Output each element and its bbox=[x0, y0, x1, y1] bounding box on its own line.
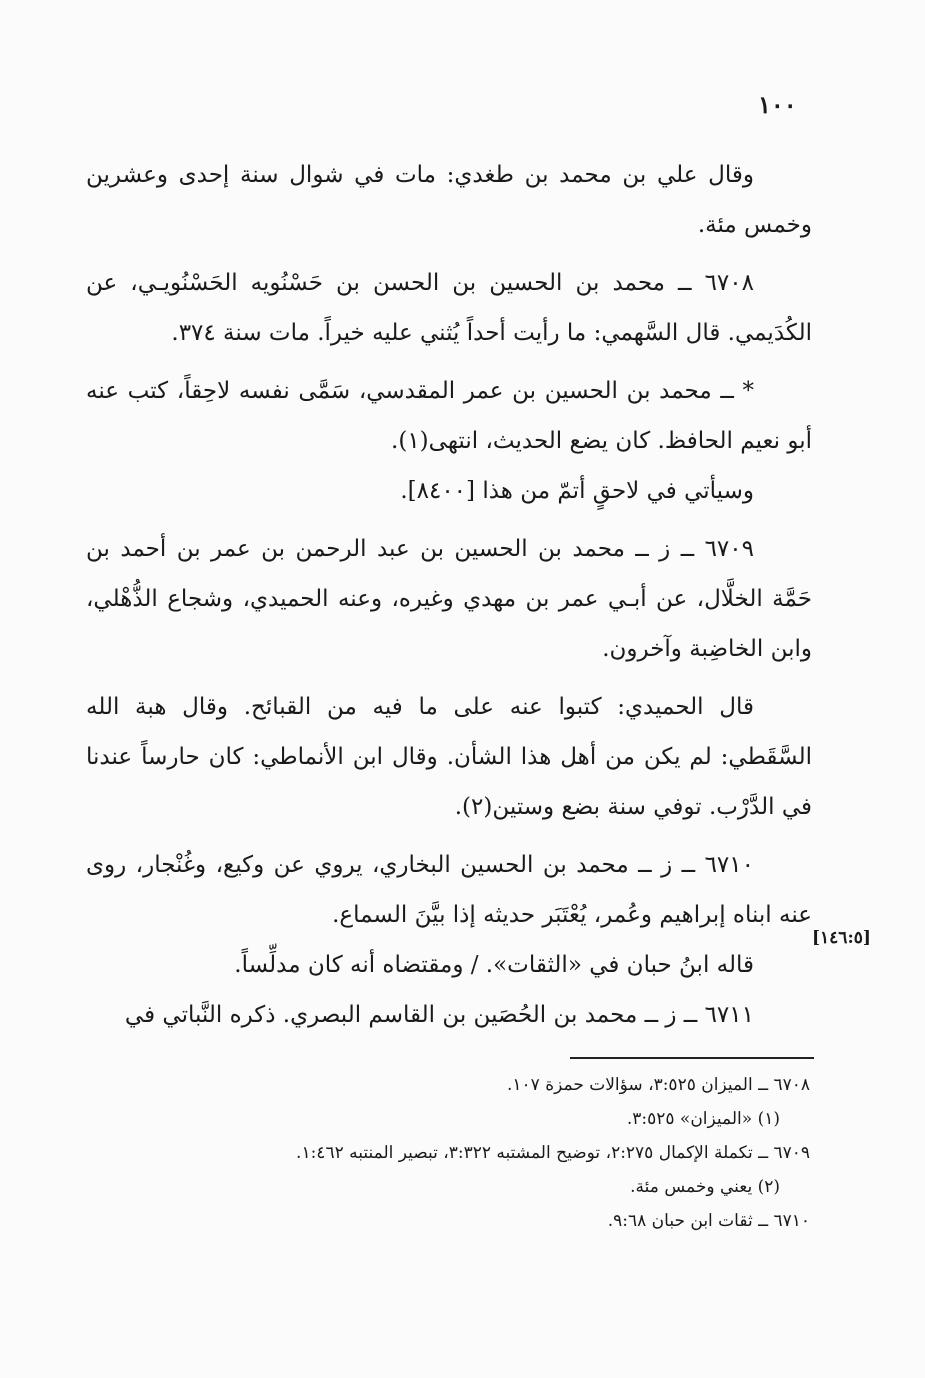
entry-maqdisi: * ــ محمد بن الحسين بن عمر المقدسي، سَمَّى نفسه لاحِقاً، كتب عنه أبو نعيم الحافظ. كان يضع الحديث، انتهى(١). bbox=[86, 378, 812, 454]
main-text bbox=[86, 150, 812, 1040]
page-number: ١٠٠ bbox=[758, 90, 797, 119]
footnote-1: (١) «الميزان» ٣:٥٢٥. bbox=[626, 1109, 780, 1129]
entry-6711: ٦٧١١ ــ ز ــ محمد بن الحُصَين بن القاسم البصري. ذكره النَّباتي في bbox=[124, 1002, 754, 1028]
paragraph-ibn-hibban: قاله ابنُ حبان في «الثقات». / ومقتضاه أنه كان مدلِّساً. bbox=[234, 952, 754, 978]
entry-6709: ٦٧٠٩ ــ ز ــ محمد بن الحسين بن عبد الرحمن بن عمر بن أحمد بن حَمَّة الخلَّال، عن أبـي عمر بن مهدي وغيره، وعنه الحميدي، وشجاع الذُّهْلي، وابن الخاضِبة وآخرون. bbox=[86, 536, 812, 662]
margin-manuscript-reference: [١٤٦:٥] bbox=[812, 928, 871, 948]
footnotes bbox=[120, 1068, 810, 1238]
footnote-source-6710: ٦٧١٠ ــ ثقات ابن حبان ٩:٦٨. bbox=[607, 1211, 810, 1231]
footnote-source-6709: ٦٧٠٩ ــ تكملة الإكمال ٢:٢٧٥، توضيح المشتبه ٣:٣٢٢، تبصير المنتبه ١:٤٦٢. bbox=[296, 1143, 810, 1163]
paragraph-death-note: وقال علي بن محمد بن طغدي: مات في شوال سنة إحدى وعشرين وخمس مئة. bbox=[86, 162, 812, 238]
footnote-source-6708: ٦٧٠٨ ــ الميزان ٣:٥٢٥، سؤالات حمزة ١٠٧. bbox=[506, 1075, 810, 1095]
entry-6708: ٦٧٠٨ ــ محمد بن الحسين بن الحسن بن حَسْنُويه الحَسْنُويـي، عن الكُدَيمي. قال السَّهمي: ما رأيت أحداً يُثني عليه خيراً. مات سنة ٣٧٤. bbox=[86, 270, 812, 346]
footnote-2: (٢) يعني وخمس مئة. bbox=[630, 1177, 780, 1197]
entry-6710: ٦٧١٠ ــ ز ــ محمد بن الحسين البخاري، يروي عن وكيع، وغُنْجار، روى عنه ابناه إبراهيم وعُمر، يُعْتَبَر حديثه إذا بيَّنَ السماع. bbox=[86, 852, 812, 928]
footnote-divider bbox=[570, 1057, 814, 1059]
paragraph-humaydi-quote: قال الحميدي: كتبوا عنه على ما فيه من القبائح. وقال هبة الله السَّقَطي: لم يكن من أهل هذا الشأن. وقال ابن الأنماطي: كان حارساً عندنا في الدَّرْب. توفي سنة بضع وستين(٢). bbox=[86, 694, 812, 820]
paragraph-cross-reference: وسيأتي في لاحقٍ أتمّ من هذا [٨٤٠٠]. bbox=[400, 478, 754, 504]
